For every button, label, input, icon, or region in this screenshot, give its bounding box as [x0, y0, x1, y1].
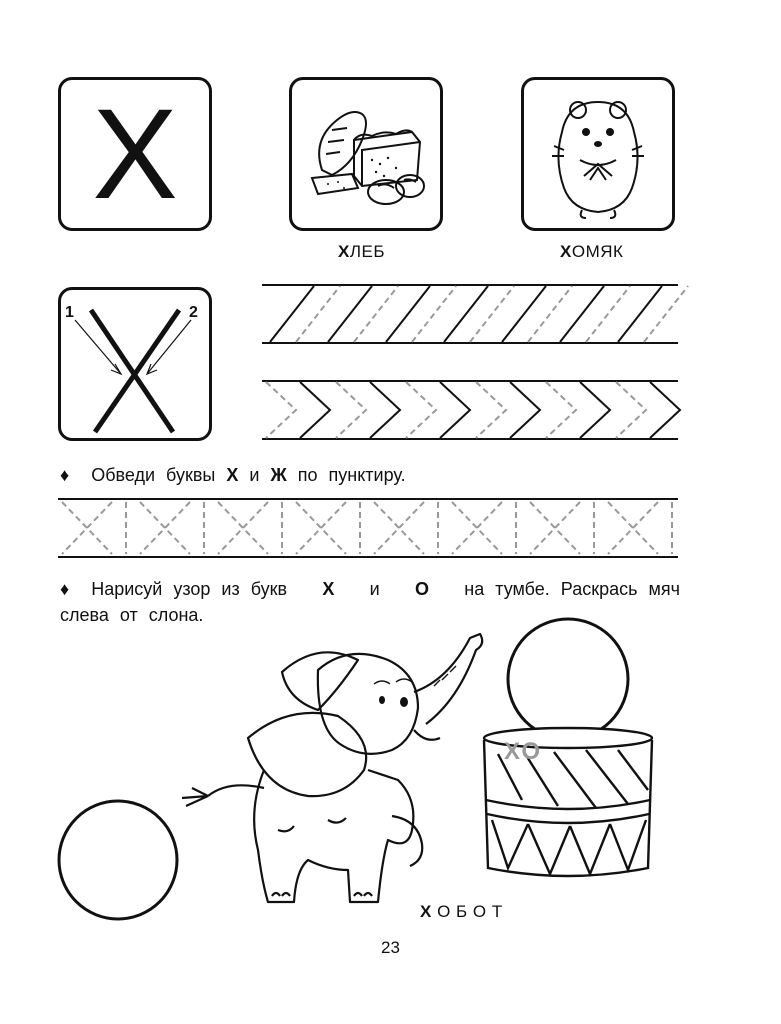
pedestal-sample-letters: ХО	[504, 738, 543, 765]
bullet-icon: ♦	[60, 465, 70, 485]
bread-word: ХЛЕБ	[338, 242, 385, 261]
tracing-row-chevrons	[262, 380, 678, 440]
hamster-icon	[524, 80, 672, 228]
stroke-number-2: 2	[189, 304, 198, 321]
hamster-card	[521, 77, 675, 231]
hamster-word: ХОМЯК	[560, 242, 624, 261]
big-letter: Х	[92, 83, 178, 226]
stroke-number-1: 1	[65, 304, 74, 321]
task-draw: ♦ Нарисуй узор из букв Х и О на тумбе. Раскрась мяч слева от слона.	[60, 579, 680, 625]
stroke-order-diagram	[61, 290, 209, 438]
trunk-word: Х О Б О Т	[420, 902, 503, 921]
bread-card	[289, 77, 443, 231]
pedestal-ball	[505, 616, 631, 742]
task-trace: ♦ Обведи буквы Х и Ж по пунктиру.	[60, 465, 406, 485]
stroke-order-card	[58, 287, 212, 441]
tracing-row-dashed-x	[58, 498, 678, 558]
page-number: 23	[381, 938, 400, 957]
letter-card	[58, 77, 212, 231]
elephant-icon	[178, 620, 498, 910]
ball-icon	[56, 798, 180, 922]
tracing-row-slashes	[262, 284, 678, 344]
bread-icon	[292, 80, 440, 228]
bullet-icon: ♦	[60, 579, 70, 599]
